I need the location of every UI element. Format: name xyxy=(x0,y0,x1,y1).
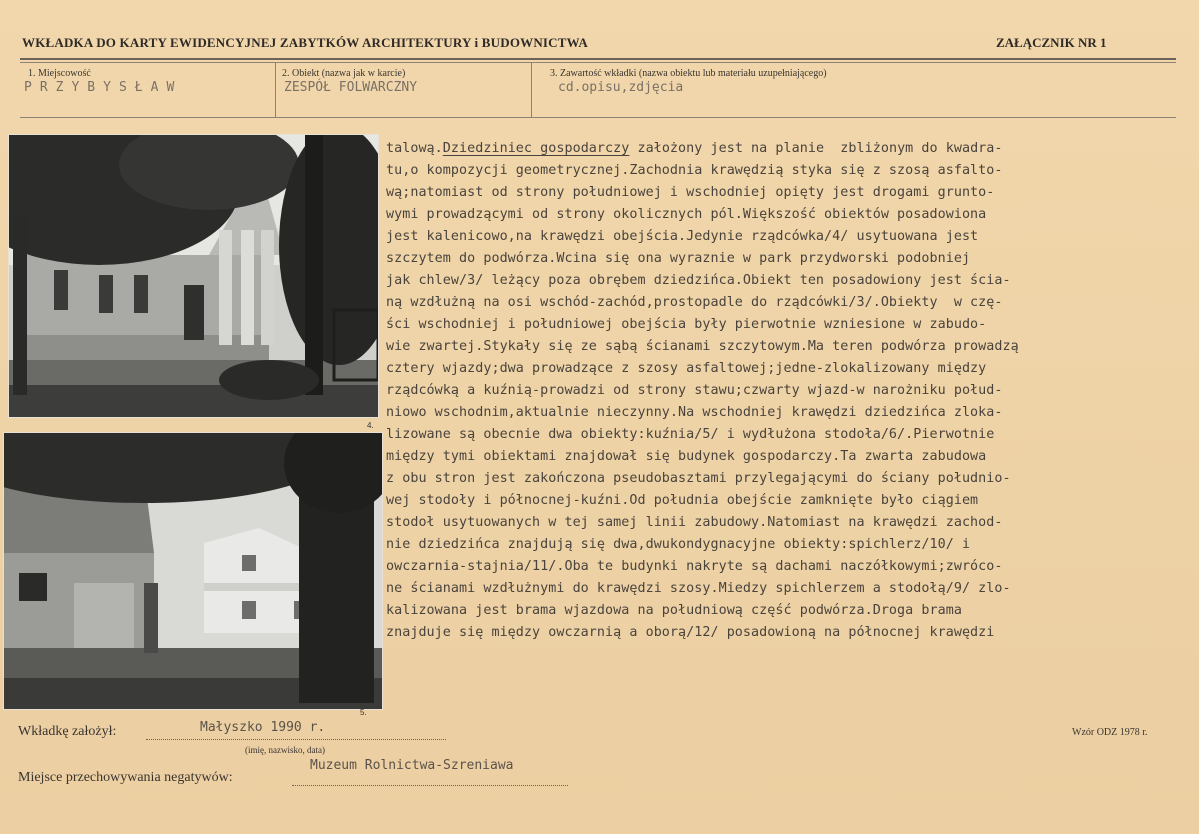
text-line: jest kalenicowo,na krawędzi obejścia.Jedynie rządcówka/4/ usytuowana jest xyxy=(386,229,979,244)
text-line: znajduje się między owczarnią a oborą/12/ posadowioną na północnej krawędzi xyxy=(386,625,995,640)
text-line: między tymi obiektami znajdował się budynek gospodarczy.Ta zwarta zabudowa xyxy=(386,449,987,464)
text-line: nie dziedzińca znajdują się dwa,dwukondygnacyjne obiekty:spichlerz/10/ i xyxy=(386,537,971,552)
object-value: ZESPÓŁ FOLWARCZNY xyxy=(284,80,418,95)
text-line: lizowane są obecnie dwa obiekty:kuźnia/5/ i wydłużona stodoła/6/.Pierwotnie xyxy=(386,427,995,442)
text-line: stodoł usytuowanych w tej samej linii zabudowy.Natomiast na krawędzi zachod- xyxy=(386,515,1003,530)
creator-label: Wkładkę założył: xyxy=(18,724,117,739)
photo-number: 5. xyxy=(360,708,367,717)
creator-value: Małyszko 1990 r. xyxy=(200,720,326,735)
text-line: wymi prowadzącymi od strony okolicznych pól.Większość obiektów posadowiona xyxy=(386,207,987,222)
content-label: 3. Zawartość wkładki (nazwa obiektu lub materiału uzupełniającego) xyxy=(550,68,827,79)
locality-label: 1. Miejscowość xyxy=(28,68,91,79)
text-line: ną wzdłużną na osi wschód-zachód,prostopadle do rządcówki/3/.Obiekty w czę- xyxy=(386,295,1003,310)
text-line: niowo wschodnim,aktualnie nieczynny.Na wschodniej krawędzi dziedzińca zloka- xyxy=(386,405,1003,420)
photo-farm-buildings xyxy=(3,432,383,710)
description-text xyxy=(386,138,1178,644)
text-line: cztery wjazdy;dwa prowadzące z szosy asfaltowej;jedne-zlokalizowany między xyxy=(386,361,987,376)
annex-number: ZAŁĄCZNIK NR 1 xyxy=(996,35,1107,50)
text-line xyxy=(386,138,1178,160)
form-reference: Wzór ODZ 1978 r. xyxy=(1072,727,1148,738)
form-title: WKŁADKA DO KARTY EWIDENCYJNEJ ZABYTKÓW ARCHITEKTURY i BUDOWNICTWA xyxy=(22,35,588,50)
text-line: wej stodoły i północnej-kuźni.Od południa obejście zamknięte było ciągiem xyxy=(386,493,979,508)
text-line: jak chlew/3/ leżący poza obrębem dziedzińca.Obiekt ten posadowiony jest ścia- xyxy=(386,273,1011,288)
text-line: rządcówką a kuźnią-prowadzi od strony stawu;czwarty wjazd-w narożniku połud- xyxy=(386,383,1003,398)
negatives-value: Muzeum Rolnictwa-Szreniawa xyxy=(310,758,514,773)
text-line: szczytem do podwórza.Wcina się ona wyraznie w park przydworski podobniej xyxy=(386,251,971,266)
negatives-label: Miejsce przechowywania negatywów: xyxy=(18,770,233,785)
field-divider xyxy=(531,63,532,117)
field-divider xyxy=(275,63,276,117)
text-fragment: założony jest na planie zbliżonym do kwadra- xyxy=(629,141,1003,156)
photo-manor-house xyxy=(8,134,379,418)
header-rule-thin xyxy=(20,62,1176,63)
text-line: wie zwartej.Stykały się ze sąbą ścianami szczytowym.Ma teren podwórza prowadzą xyxy=(386,339,1019,354)
dotted-line xyxy=(146,738,446,740)
text-line: owczarnia-stajnia/11/.Oba te budynki nakryte są dachami naczółkowymi;zwróco- xyxy=(386,559,1003,574)
locality-value: PRZYBYSŁAW xyxy=(24,80,183,95)
object-label: 2. Obiekt (nazwa jak w karcie) xyxy=(282,68,406,79)
text-fragment: talową. xyxy=(386,141,443,156)
dotted-line xyxy=(292,784,568,786)
content-value: cd.opisu,zdjęcia xyxy=(558,80,684,95)
text-line: z obu stron jest zakończona pseudobasztami przylegającymi do ściany południo- xyxy=(386,471,1011,486)
creator-hint: (imię, nazwisko, data) xyxy=(245,745,325,755)
text-line: ści wschodniej i południowej obejścia były pierwotnie wzniesione w zabudo- xyxy=(386,317,987,332)
text-line: wą;natomiast od strony południowej i wschodniej opięty jest drogami grunto- xyxy=(386,185,995,200)
photo-number: 4. xyxy=(367,421,374,430)
underlined-heading: Dziedziniec gospodarczy xyxy=(442,141,630,156)
text-line: tu,o kompozycji geometrycznej.Zachodnia krawędzią styka się z szosą asfalto- xyxy=(386,163,1003,178)
fields-rule xyxy=(20,117,1176,118)
header-rule xyxy=(20,58,1176,60)
text-line: ne ścianami wzdłużnymi do krawędzi szosy.Miedzy spichlerzem a stodołą/9/ zlo- xyxy=(386,581,1011,596)
text-line: kalizowana jest brama wjazdowa na południową część podwórza.Droga brama xyxy=(386,603,962,618)
